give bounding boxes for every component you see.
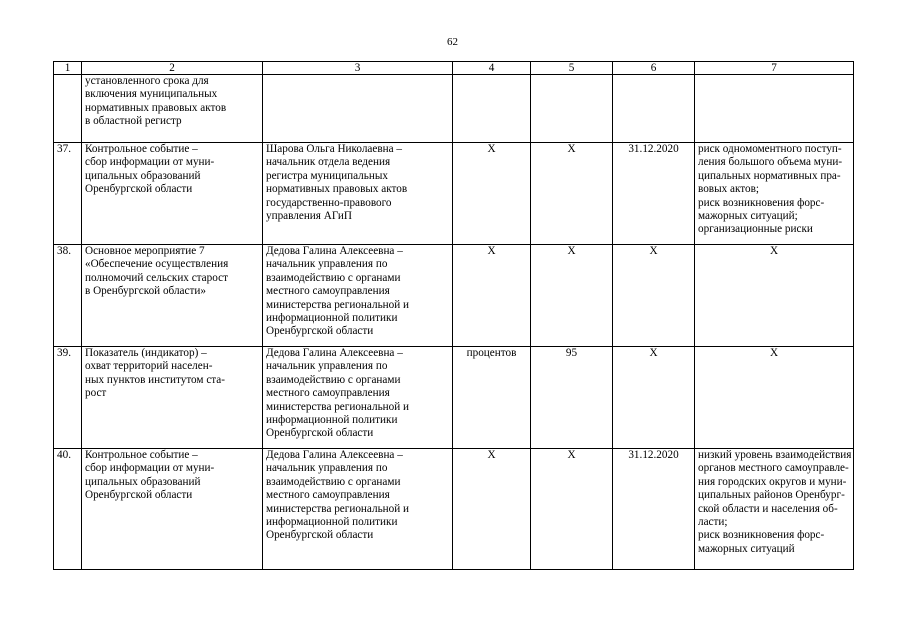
cell-line: нормативных правовых актов [266,183,408,196]
responsible-cell [263,449,453,570]
cell-line: местного самоуправления [266,489,390,502]
cell-line: нормативных правовых актов [85,101,227,114]
cell-line: начальник управления по [266,258,388,271]
cell-line: взаимодействию с органами [266,271,401,284]
unit-cell: Х [453,449,531,570]
cell-line: низкий уровень взаимодействия [698,449,852,461]
cell-line: сбор информации от муни- [85,156,215,169]
unit-cell: Х [453,143,531,245]
cell-line: министерства региональной и [266,502,410,515]
unit-cell [453,75,531,143]
cell-line: взаимодействию с органами [266,373,401,386]
row-number-cell: 37. [54,143,82,245]
event-cell [82,449,263,570]
cell-line: местного самоуправления [266,285,390,298]
table-header-row [54,62,854,75]
unit-cell: процентов [453,347,531,449]
column-header: 3 [263,62,453,75]
cell-line: местного самоуправления [266,387,390,400]
value-cell: Х [531,245,613,347]
cell-line: ципальных образований [85,475,201,488]
date-cell: Х [613,245,695,347]
unit-cell: Х [453,245,531,347]
cell-line: начальник управления по [266,462,388,475]
risks-cell [695,245,854,347]
row-number-cell [54,75,82,143]
cell-line: включения муниципальных [85,88,218,101]
cell-line: Оренбургской области [266,427,374,440]
cell-line: в Оренбургской области» [85,285,206,298]
cell-line: ципальных нормативных пра- [698,169,841,182]
cell-line: ской области и населения об- [698,502,838,515]
row-number-cell: 39. [54,347,82,449]
cell-line: Оренбургской области [85,489,193,502]
risks-cell [695,449,854,570]
cell-line: Х [769,347,779,359]
table-row [54,347,854,449]
column-header: 7 [695,62,854,75]
row-number-cell: 38. [54,245,82,347]
cell-line: сбор информации от муни- [85,462,215,475]
event-cell [82,347,263,449]
cell-line: Дедова Галина Алексеевна – [266,449,403,461]
risks-cell [695,75,854,143]
column-header: 6 [613,62,695,75]
cell-line: охват территорий населен- [85,360,213,373]
cell-line: управления АГиП [266,210,352,223]
cell-line: риск одномоментного поступ- [698,143,842,155]
risks-cell [695,347,854,449]
cell-line: министерства региональной и [266,298,410,311]
value-cell [531,75,613,143]
cell-line: ления большого объема муни- [698,156,843,169]
cell-line: начальник управления по [266,360,388,373]
cell-line: в областной регистр [85,115,182,128]
date-cell [613,75,695,143]
value-cell: Х [531,449,613,570]
cell-line: ния городских округов и муни- [698,475,847,488]
cell-line: органов местного самоуправле- [698,462,849,475]
event-cell [82,245,263,347]
column-header: 5 [531,62,613,75]
cell-line: мажорных ситуаций [698,542,795,555]
responsible-cell [263,75,453,143]
table-row [54,75,854,143]
cell-line: Дедова Галина Алексеевна – [266,245,403,257]
cell-line: полномочий сельских старост [85,271,228,284]
cell-line: начальник отдела ведения [266,156,391,169]
cell-line: министерства региональной и [266,400,410,413]
cell-line: риск возникновения форс- [698,529,825,542]
cell-line: рост [85,387,107,400]
cell-line: «Обеспечение осуществления [85,258,229,271]
cell-line: Контрольное событие – [85,449,198,461]
cell-line: государственно-правового [266,196,392,209]
cell-line: Оренбургской области [266,325,374,338]
table-row [54,143,854,245]
cell-line: организационные риски [698,223,813,236]
cell-line: мажорных ситуаций; [698,210,798,223]
cell-line: Оренбургской области [266,529,374,542]
cell-line: ласти; [698,516,728,529]
cell-line: вовых актов; [698,183,759,196]
cell-line: информационной политики [266,414,398,427]
date-cell: 31.12.2020 [613,449,695,570]
row-number-cell: 40. [54,449,82,570]
cell-line: Дедова Галина Алексеевна – [266,347,403,359]
table-row [54,245,854,347]
cell-line: информационной политики [266,312,398,325]
event-cell [82,75,263,143]
event-cell [82,143,263,245]
cell-line: Х [769,245,779,257]
column-header: 4 [453,62,531,75]
date-cell: 31.12.2020 [613,143,695,245]
cell-line: Основное мероприятие 7 [85,245,205,257]
cell-line: регистра муниципальных [266,169,388,182]
cell-line: ципальных образований [85,169,201,182]
value-cell: 95 [531,347,613,449]
table-row [54,449,854,570]
cell-line: Контрольное событие – [85,143,198,155]
document-table [53,61,854,570]
page-number: 62 [447,36,458,48]
column-header: 1 [54,62,82,75]
cell-line: установленного срока для [85,75,209,87]
cell-line: взаимодействию с органами [266,475,401,488]
risks-cell [695,143,854,245]
value-cell: Х [531,143,613,245]
cell-line: Шарова Ольга Николаевна – [266,143,402,155]
responsible-cell [263,143,453,245]
responsible-cell [263,347,453,449]
responsible-cell [263,245,453,347]
column-header: 2 [82,62,263,75]
cell-line: ципальных районов Оренбург- [698,489,845,502]
date-cell: Х [613,347,695,449]
cell-line: ных пунктов институтом ста- [85,373,225,386]
cell-line: риск возникновения форс- [698,196,825,209]
cell-line: информационной политики [266,516,398,529]
cell-line: Оренбургской области [85,183,193,196]
cell-line: Показатель (индикатор) – [85,347,207,359]
